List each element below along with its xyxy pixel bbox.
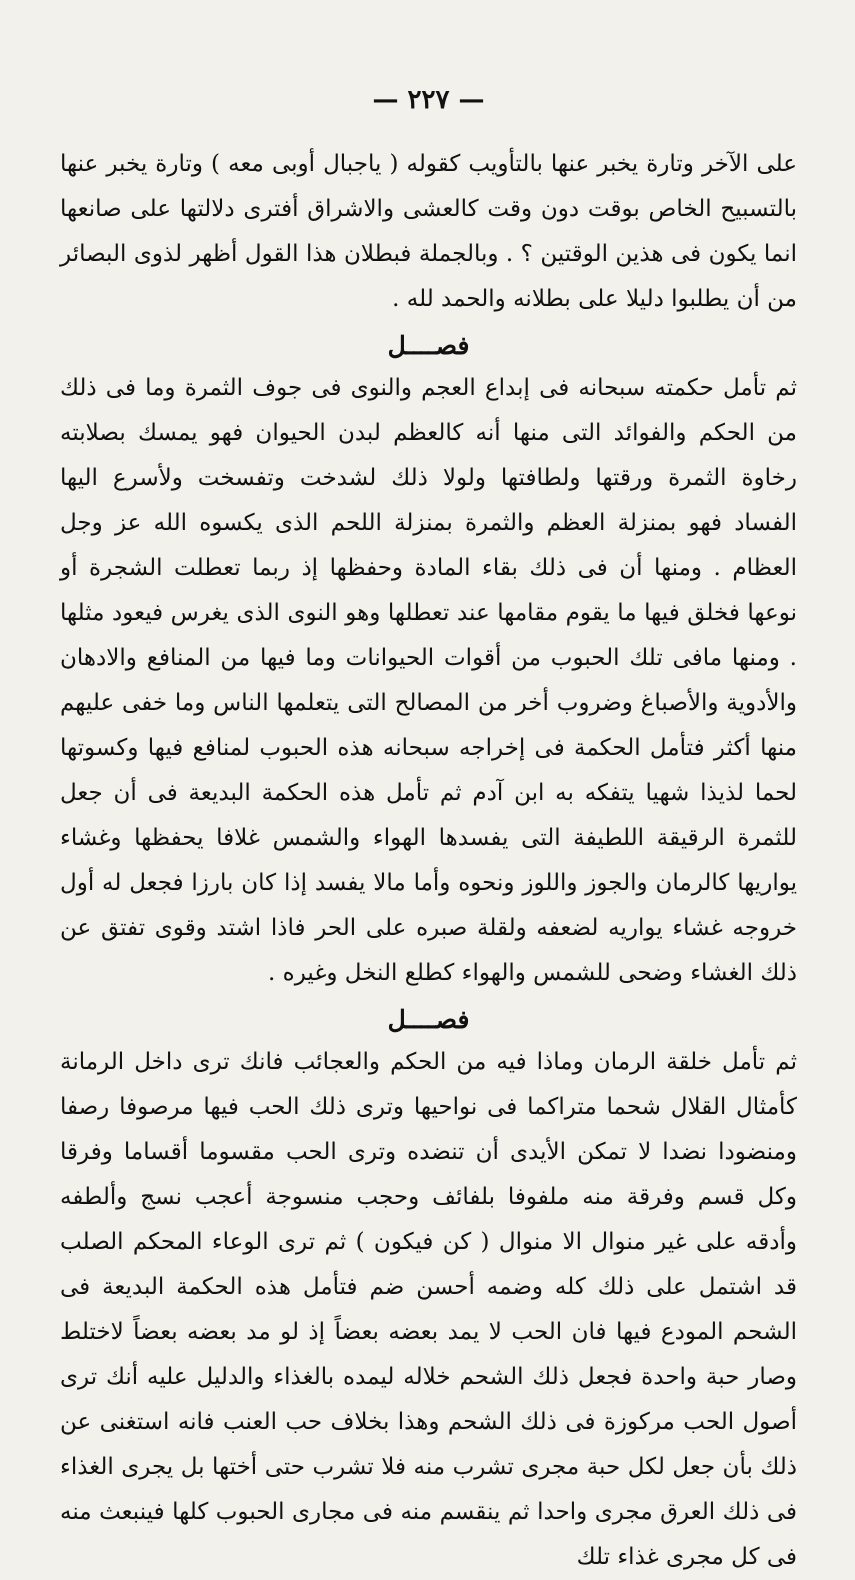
section-paragraph: ثم تأمل خلقة الرمان وماذا فيه من الحكم والعجائب فانك ترى داخل الرمانة كأمثال القلال شحما متراكما فى نواحيها وترى ذلك الحب فيها مرصوفا رصفا ومنضودا نضدا لا تمكن الأيدى أن تنضده وترى الحب مقسوما أقساما وفرقا وكل قسم وفرقة منه ملفوفا بلفائف وحجب منسوجة أعجب نسج وألطفه وأدقه على غير منوال الا منوال ( كن فيكون ) ثم ترى الوعاء المحكم الصلب قد اشتمل على ذلك كله وضمه أحسن ضم فتأمل هذه الحكمة البديعة فى الشحم المودع فيها فان الحب لا يمد بعضه بعضاً إذ لو مد بعضه بعضاً لاختلط وصار حبة واحدة فجعل ذلك الشحم خلاله ليمده بالغذاء والدليل عليه أنك ترى أصول الحب مركوزة فى ذلك الشحم وهذا بخلاف حب العنب فانه استغنى عن ذلك بأن جعل لكل حبة مجرى تشرب منه فلا تشرب حتى أختها بل يجرى الغذاء فى ذلك العرق مجرى واحدا ثم ينقسم منه فى مجارى الحبوب كلها فينبعث منه فى كل مجرى غذاء تلك <box>60 1049 797 1570</box>
page-number: — ٢٢٧ — <box>372 85 485 115</box>
section-1 <box>60 326 797 996</box>
section-heading: فصــــل <box>387 331 470 360</box>
section-heading: فصــــل <box>387 1005 470 1034</box>
intro-paragraph: على الآخر وتارة يخبر عنها بالتأويب كقوله ( ياجبال أوبى معه ) وتارة يخبر عنها بالتسبيح الخاص بوقت دون وقت كالعشى والاشراق أفترى دلالتها على صانعها انما يكون فى هذين الوقتين ؟ . وبالجملة فبطلان هذا القول أظهر لذوى البصائر من أن يطلبوا دليلا على بطلانه والحمد لله . <box>60 151 797 312</box>
section-2 <box>60 1000 797 1580</box>
section-paragraph: ثم تأمل حكمته سبحانه فى إبداع العجم والنوى فى جوف الثمرة وما فى ذلك من الحكم والفوائد التى منها أنه كالعظم لبدن الحيوان فهو يمسك بصلابته رخاوة الثمرة ورقتها ولطافتها ولولا ذلك لشدخت وتفسخت ولأسرع اليها الفساد فهو بمنزلة العظم والثمرة بمنزلة اللحم الذى يكسوه الله عز وجل العظام . ومنها أن فى ذلك بقاء المادة وحفظها إذ ربما تعطلت الشجرة أو نوعها فخلق فيها ما يقوم مقامها عند تعطلها وهو النوى الذى يغرس فيعود مثلها . ومنها مافى تلك الحبوب من أقوات الحيوانات وما فيها من المنافع والادهان والأدوية والأصباغ وضروب أخر من المصالح التى يتعلمها الناس وما خفى عليهم منها أكثر فتأمل الحكمة فى إخراجه سبحانه هذه الحبوب لمنافع فيها وكسوتها لحما لذيذا شهيا يتفكه به ابن آدم ثم تأمل هذه الحكمة البديعة فى أن جعل للثمرة الرقيقة اللطيفة التى يفسدها الهواء والشمس غلافا يحفظها وغشاء يواريها كالرمان والجوز واللوز ونحوه وأما مالا يفسد إذا كان بارزا فجعل له أول خروجه غشاء يواريه لضعفه ولقلة صبره على الحر فاذا اشتد وقوى تفتق عن ذلك الغشاء وضحى للشمس والهواء كطلع النخل وغيره . <box>60 375 797 986</box>
